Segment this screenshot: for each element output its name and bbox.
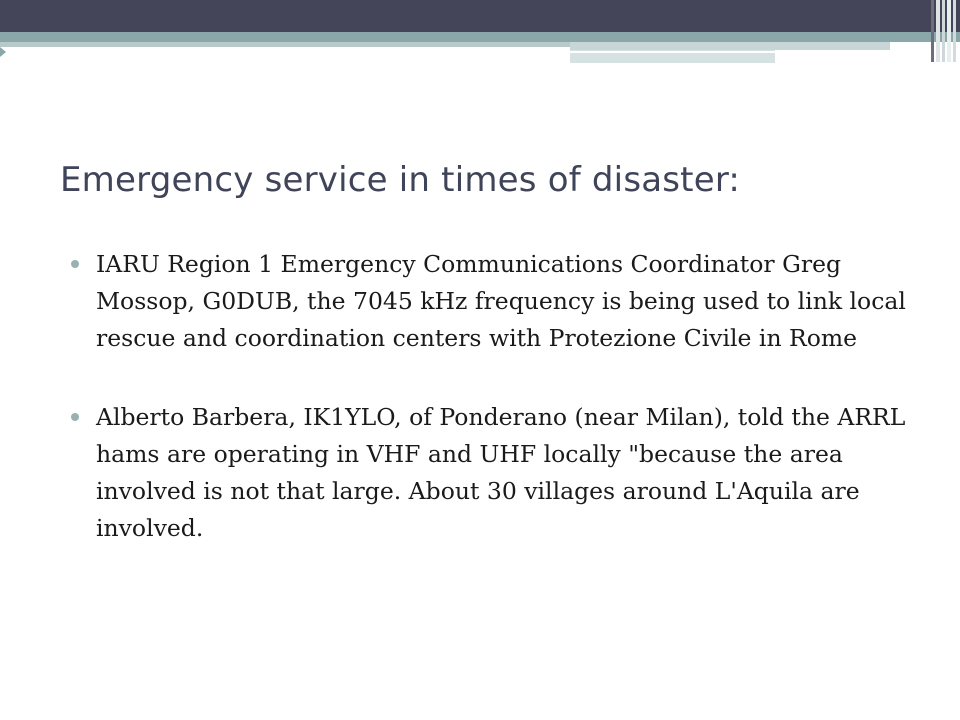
bullet-item (66, 399, 912, 547)
header-corner-rail (942, 0, 945, 62)
header-divider-line (570, 51, 888, 53)
bullet-text: IARU Region 1 Emergency Communications Coordinator Greg Mossop, G0DUB, the 7045 kHz frequency is being used to link local rescue and coordination centers with Protezione Civile in Rome (96, 250, 906, 352)
header-corner-rail (936, 0, 940, 62)
bullet-item (66, 246, 912, 357)
header-accent-bar (570, 42, 890, 50)
header-accent-stripe (0, 32, 960, 42)
header-corner-rail (947, 0, 951, 62)
slide-title: Emergency service in times of disaster: (60, 160, 741, 200)
header-corner-rail (953, 0, 956, 62)
header-band (0, 0, 960, 32)
bullet-dot-icon (71, 413, 79, 421)
header-corner-rail (931, 0, 934, 62)
header-accent-bar (0, 42, 570, 47)
header-notch-triangle (0, 47, 6, 57)
bullet-list (66, 246, 912, 589)
bullet-dot-icon (71, 260, 79, 268)
bullet-text: Alberto Barbera, IK1YLO, of Ponderano (near Milan), told the ARRL hams are operating in VHF and UHF locally "because the area involved is not that large. About 30 villages around L'Aquila are involved. (96, 403, 906, 542)
